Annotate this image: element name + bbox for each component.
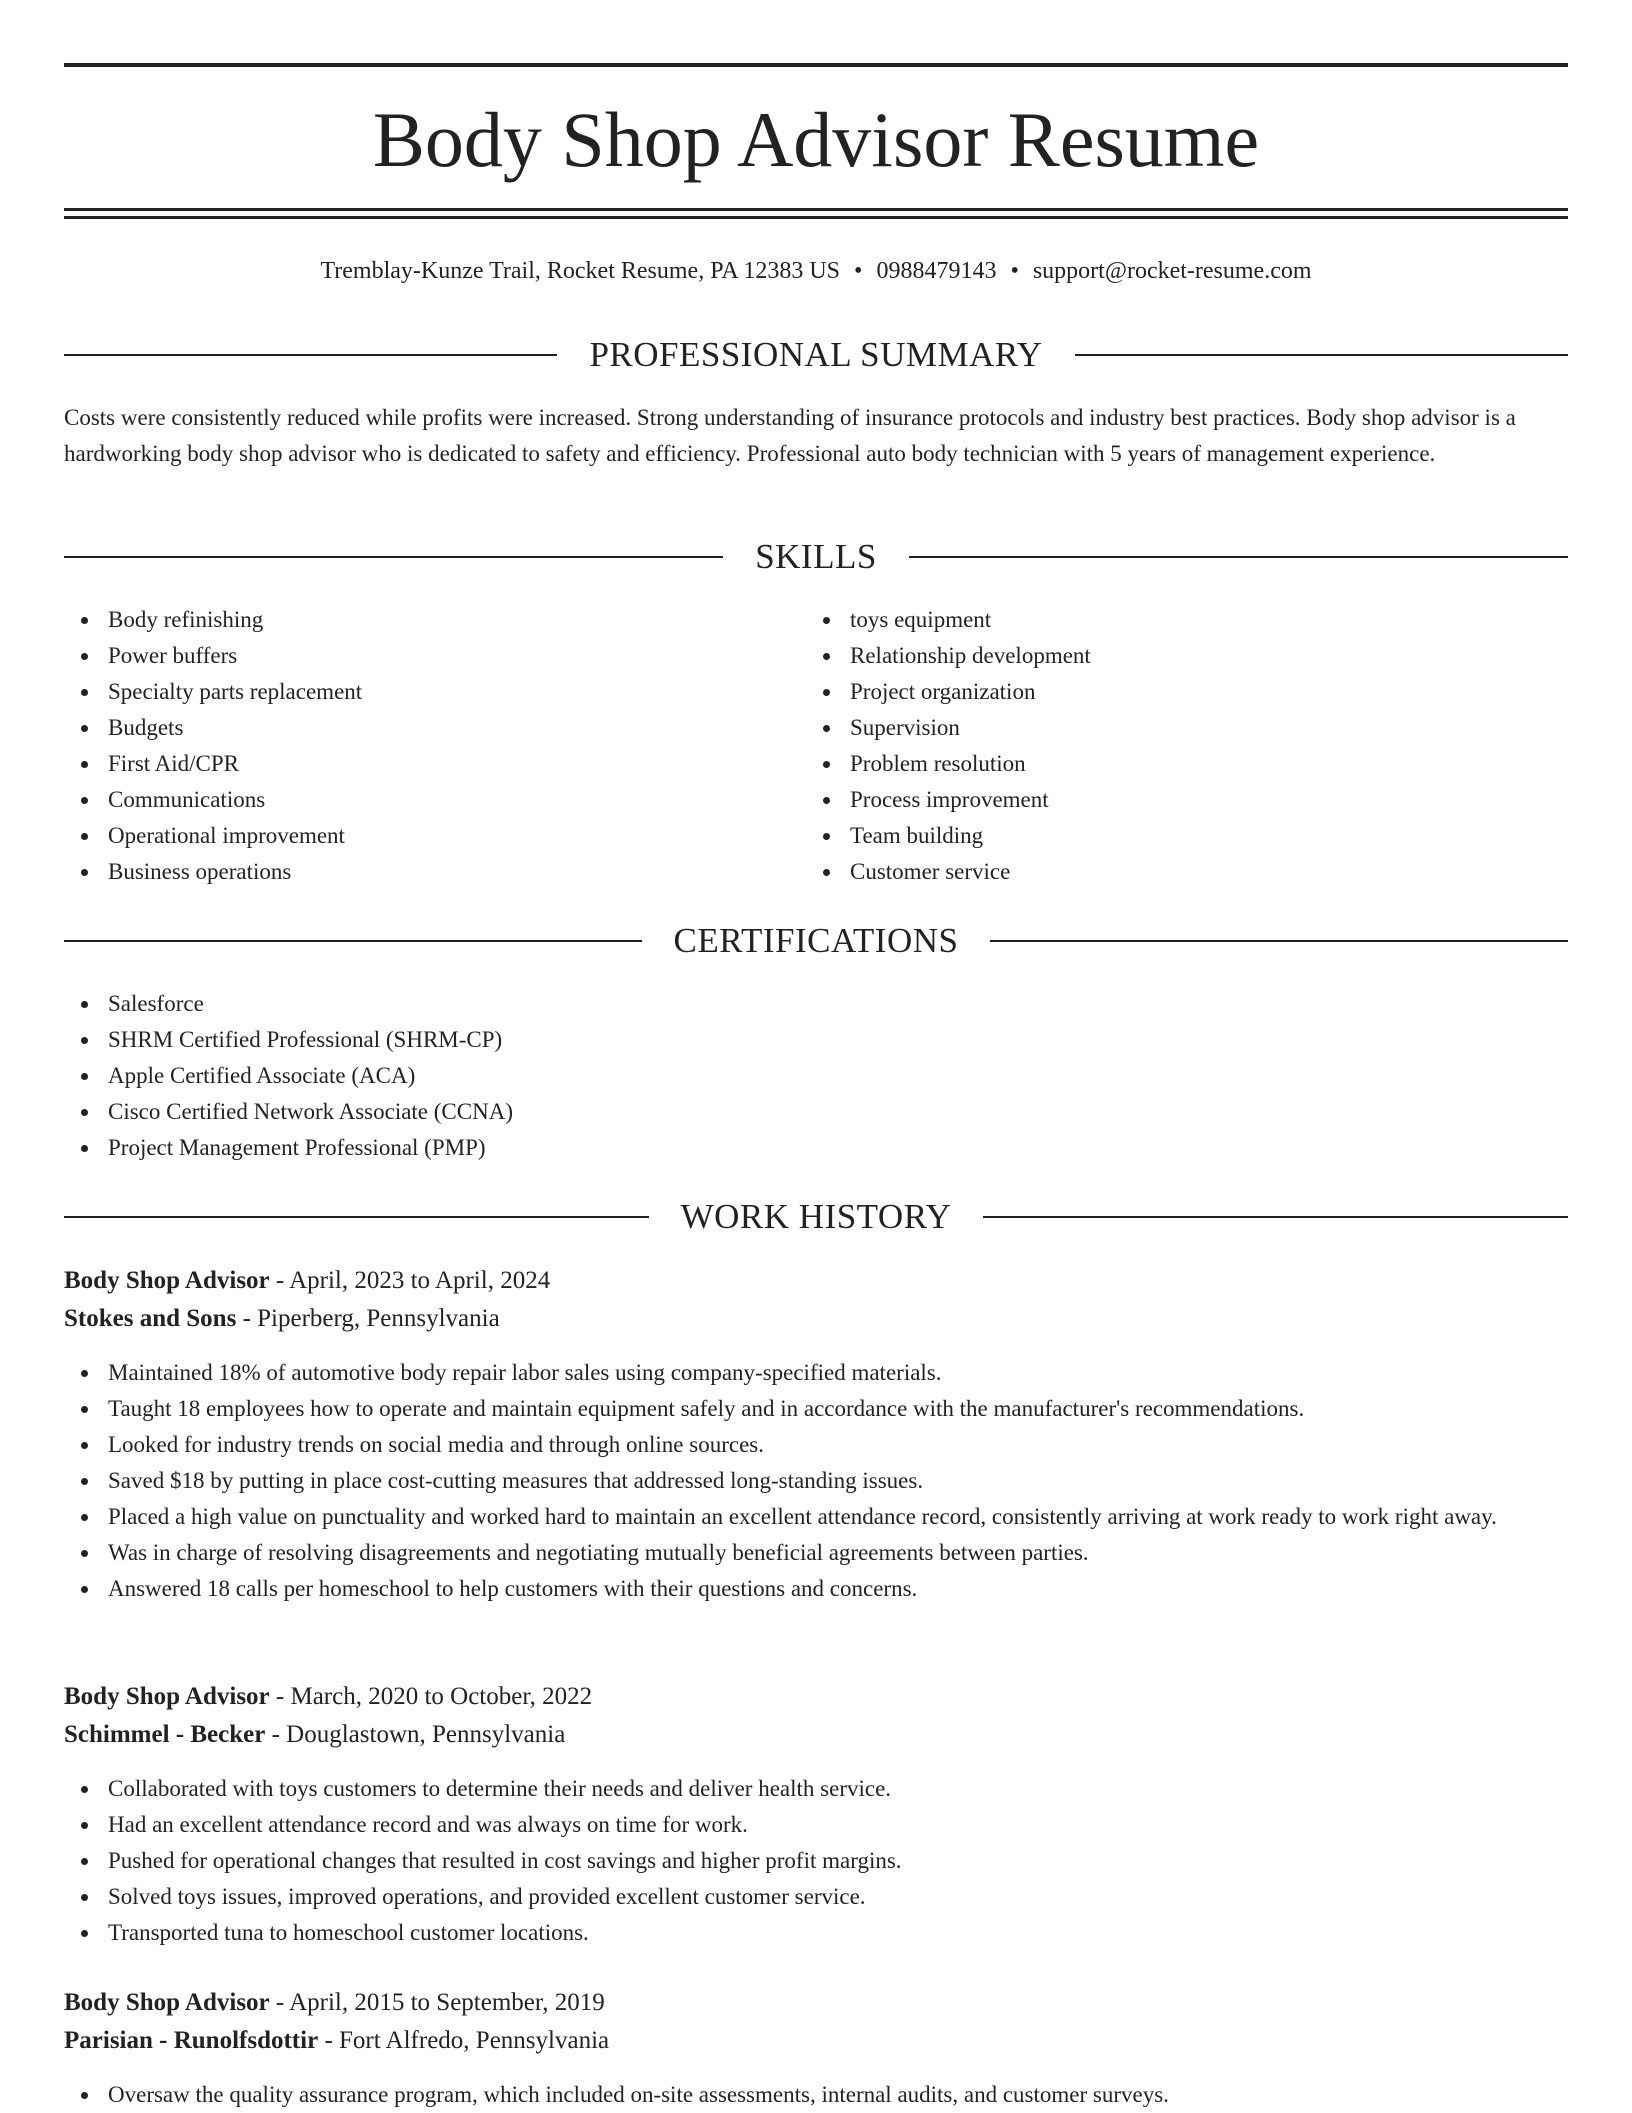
job-company-line [64, 1300, 1568, 1338]
contact-separator: • [854, 258, 863, 284]
skills-list-left [64, 602, 804, 890]
heading-rule [64, 1216, 649, 1218]
heading-rule [64, 354, 557, 356]
job-company: Schimmel - Becker [64, 1721, 266, 1748]
job-location: - Fort Alfredo, Pennsylvania [318, 2027, 610, 2054]
job-company-line [64, 1716, 1568, 1754]
contact-email: support@rocket-resume.com [1032, 258, 1312, 284]
page-title: Body Shop Advisor Resume [372, 96, 1260, 183]
job-title-line [64, 1262, 1568, 1300]
contact-address: Tremblay-Kunze Trail, Rocket Resume, PA 12383 US [320, 258, 841, 284]
skills-list-right [806, 602, 1568, 890]
job-dates: - April, 2015 to September, 2019 [269, 1989, 605, 2016]
skill-item: Supervision [806, 710, 1568, 746]
section-heading-certifications [64, 921, 1568, 961]
heading-rule [990, 940, 1568, 942]
job-bullet: Had an excellent attendance record and was always on time for work. [64, 1807, 1568, 1843]
certification-item: SHRM Certified Professional (SHRM-CP) [64, 1022, 1568, 1058]
certification-item: Apple Certified Associate (ACA) [64, 1058, 1568, 1094]
certifications-list [64, 986, 1568, 1166]
summary-text: Costs were consistently reduced while profits were increased. Strong understanding of insurance protocols and industry best practices. Body shop advisor is a hardworking body shop advisor who is dedicated to safety and efficiency. Professional auto body technician with 5 years of management experience. [64, 405, 1516, 466]
top-rule [64, 63, 1568, 67]
skill-item: Project organization [806, 674, 1568, 710]
skill-item: toys equipment [806, 602, 1568, 638]
heading-rule [64, 940, 642, 942]
section-heading-summary [64, 335, 1568, 375]
heading-rule [1075, 354, 1568, 356]
contact-separator: • [1010, 258, 1019, 284]
certification-item: Salesforce [64, 986, 1568, 1022]
section-heading-skills [64, 537, 1568, 577]
job-title: Body Shop Advisor [64, 1989, 270, 2016]
job-title-line [64, 1678, 1568, 1716]
job-bullet: Placed a high value on punctuality and worked hard to maintain an excellent attendance record, consistently arriving at work ready to work right away. [64, 1499, 1568, 1535]
skill-item: Customer service [806, 854, 1568, 890]
skill-item: Team building [806, 818, 1568, 854]
job-title-line [64, 1984, 1568, 2022]
job-bullet: Solved toys issues, improved operations, and provided excellent customer service. [64, 1879, 1568, 1915]
job-company-line [64, 2022, 1568, 2060]
job-bullet: Oversaw the quality assurance program, which included on-site assessments, internal audits, and customer surveys. [64, 2077, 1568, 2113]
section-heading-work-history [64, 1197, 1568, 1237]
job-bullet: Transported tuna to homeschool customer locations. [64, 1915, 1568, 1951]
skill-item: Relationship development [806, 638, 1568, 674]
job-bullet: Saved $18 by putting in place cost-cutting measures that addressed long-standing issues. [64, 1463, 1568, 1499]
title-rule-lower [64, 216, 1568, 219]
skill-item: Communications [64, 782, 804, 818]
skill-item: Operational improvement [64, 818, 804, 854]
skill-item: Body refinishing [64, 602, 804, 638]
job-bullet-list [64, 1771, 1568, 1951]
certification-item: Cisco Certified Network Associate (CCNA) [64, 1094, 1568, 1130]
certification-item: Project Management Professional (PMP) [64, 1130, 1568, 1166]
skill-item: Process improvement [806, 782, 1568, 818]
job-bullet-list [64, 1355, 1568, 1607]
skill-item: Budgets [64, 710, 804, 746]
job-bullet: Pushed for operational changes that resulted in cost savings and higher profit margins. [64, 1843, 1568, 1879]
job-dates: - March, 2020 to October, 2022 [269, 1683, 593, 1710]
skill-item: Power buffers [64, 638, 804, 674]
job-bullet: Was in charge of resolving disagreements and negotiating mutually beneficial agreements between parties. [64, 1535, 1568, 1571]
heading-rule [64, 556, 723, 558]
job-dates: - April, 2023 to April, 2024 [269, 1267, 551, 1294]
title-rule-upper [64, 208, 1568, 211]
job-company: Stokes and Sons [64, 1305, 237, 1332]
contact-line [64, 255, 1568, 287]
job-company: Parisian - Runolfsdottir [64, 2027, 319, 2054]
job-bullet: Taught 18 employees how to operate and maintain equipment safely and in accordance with the manufacturer's recommendations. [64, 1391, 1568, 1427]
job-bullet-list [64, 2077, 1568, 2113]
contact-phone: 0988479143 [876, 258, 997, 284]
job-location: - Douglastown, Pennsylvania [265, 1721, 566, 1748]
skill-item: Specialty parts replacement [64, 674, 804, 710]
section-title: SKILLS [755, 537, 877, 576]
heading-rule [909, 556, 1568, 558]
skill-item: First Aid/CPR [64, 746, 804, 782]
job-title: Body Shop Advisor [64, 1683, 270, 1710]
job-location: - Piperberg, Pennsylvania [236, 1305, 500, 1332]
section-title: CERTIFICATIONS [673, 921, 959, 960]
job-bullet: Collaborated with toys customers to determine their needs and deliver health service. [64, 1771, 1568, 1807]
skill-item: Problem resolution [806, 746, 1568, 782]
job-bullet: Answered 18 calls per homeschool to help customers with their questions and concerns. [64, 1571, 1568, 1607]
job-bullet: Looked for industry trends on social media and through online sources. [64, 1427, 1568, 1463]
job-bullet: Maintained 18% of automotive body repair labor sales using company-specified materials. [64, 1355, 1568, 1391]
section-title: WORK HISTORY [680, 1197, 952, 1236]
section-title: PROFESSIONAL SUMMARY [589, 335, 1043, 374]
skill-item: Business operations [64, 854, 804, 890]
job-title: Body Shop Advisor [64, 1267, 270, 1294]
heading-rule [983, 1216, 1568, 1218]
